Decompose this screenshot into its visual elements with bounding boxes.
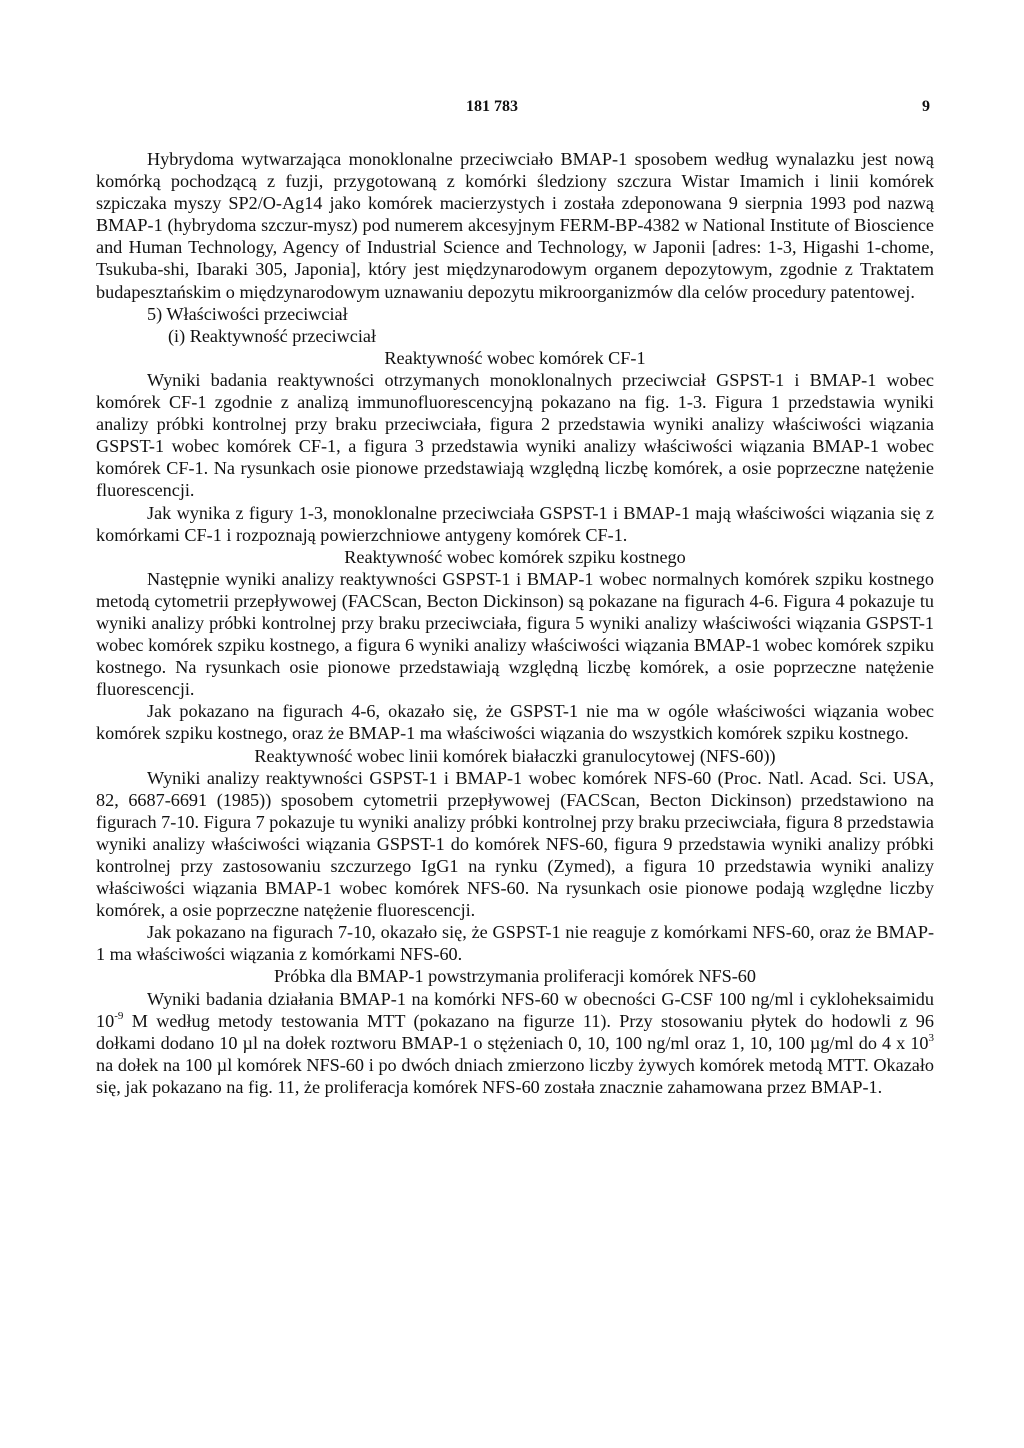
paragraph-bone-marrow-results: Następnie wyniki analizy reaktywności GSPST-1 i BMAP-1 wobec normalnych komórek szpiku kostnego metodą cytometrii przepływowej (FACScan, Becton Dickinson) są pokazane na figurach 4-6. Figura 4 pokazuje tu wyniki analizy próbki kontrolnej przy braku przeciwciała, figura 5 wyniki analizy właściwości wiązania GSPST-1 wobec komórek szpiku kostnego, a figura 6 wyniki analizy właściwości wiązania BMAP-1 wobec komórek szpiku kostnego. Na rysunkach osie pionowe przedstawiają względną liczbę komórek, a osie poprzeczne natężenie fluorescencji. bbox=[96, 568, 934, 700]
section-heading-antibody-properties: 5) Właściwości przeciwciał bbox=[147, 303, 348, 324]
text-segment: na dołek na 100 µl komórek NFS-60 i po dwóch dniach zmierzono liczby żywych komórek metodą MTT. Okazało się, jak pokazano na fig. 11, że proliferacja komórek NFS-60 została znacznie zahamowana przez BMAP-1. bbox=[96, 1054, 934, 1097]
text-segment: M według metody testowania MTT (pokazano na figurze 11). Przy stosowaniu płytek do hodowli z 96 dołkami dodano 10 µl na dołek roztworu BMAP-1 o stężeniach 0, 10, 100 ng/ml oraz 1, 10, 100 µg/ml do 4 x 10 bbox=[96, 1010, 934, 1053]
paragraph-proliferation-results bbox=[96, 988, 934, 1098]
subsection-heading-reactivity: (i) Reaktywność przeciwciał bbox=[168, 325, 377, 346]
heading-proliferation-assay: Próbka dla BMAP-1 powstrzymania proliferacji komórek NFS-60 bbox=[274, 966, 756, 987]
text-segment: Wyniki badania działania BMAP-1 na komórki NFS-60 w obecności G-CSF 100 ng/ml i cykloheksaimidu 10 bbox=[96, 988, 934, 1031]
heading-cf1-reactivity: Reaktywność wobec komórek CF-1 bbox=[384, 347, 646, 368]
paragraph-cf1-conclusion: Jak wynika z figury 1-3, monoklonalne przeciwciała GSPST-1 i BMAP-1 mają właściwości wiązania się z komórkami CF-1 i rozpoznają powierzchniowe antygeny komórek CF-1. bbox=[96, 502, 934, 545]
paragraph-nfs60-conclusion: Jak pokazano na figurach 7-10, okazało się, że GSPST-1 nie reaguje z komórkami NFS-60, oraz że BMAP-1 ma właściwości wiązania z komórkami NFS-60. bbox=[96, 922, 934, 965]
document-number: 181 783 bbox=[466, 98, 518, 115]
paragraph-bone-marrow-conclusion: Jak pokazano na figurach 4-6, okazało się, że GSPST-1 nie ma w ogóle właściwości wiązania wobec komórek szpiku kostnego, oraz że BMAP-1 ma właściwości wiązania do wszystkich komórek szpiku kostnego. bbox=[96, 701, 934, 744]
document-body bbox=[96, 148, 934, 1098]
page-number: 9 bbox=[922, 98, 930, 115]
superscript-exponent: -9 bbox=[114, 1009, 124, 1022]
heading-nfs60-reactivity: Reaktywność wobec linii komórek białaczki granulocytowej (NFS-60)) bbox=[254, 745, 776, 766]
paragraph-hybridoma: Hybrydoma wytwarzająca monoklonalne przeciwciało BMAP-1 sposobem według wynalazku jest nową komórką pochodzącą z fuzji, przygotowaną z komórki śledziony szczura Wistar Imamich i linii komórek szpiczaka myszy SP2/O-Ag14 jako komórek macierzystych i została zdeponowana 9 sierpnia 1993 pod nazwą BMAP-1 (hybrydoma szczur-mysz) pod numerem akcesyjnym FERM-BP-4382 w National Institute of Bioscience and Human Technology, Agency of Industrial Science and Technology, w Japonii [adres: 1-3, Higashi 1-chome, Tsukuba-shi, Ibaraki 305, Japonia], który jest międzynarodowym organem depozytowym, zgodnie z Traktatem budapesztańskim o międzynarodowym uznawaniu depozytu mikroorganizmów dla celów procedury patentowej. bbox=[96, 149, 934, 302]
paragraph-nfs60-results: Wyniki analizy reaktywności GSPST-1 i BMAP-1 wobec komórek NFS-60 (Proc. Natl. Acad. Sci. USA, 82, 6687-6691 (1985)) sposobem cytometrii przepływowej (FACScan, Becton Dickinson) przedstawiono na figurach 7-10. Figura 7 pokazuje tu wyniki analizy próbki kontrolnej przy braku przeciwciała, figura 8 przedstawia wyniki analizy właściwości wiązania GSPST-1 do komórek NFS-60, figura 9 przedstawia wyniki analizy próbki kontrolnej przy zastosowaniu szczurzego IgG1 na rynku (Zymed), a figura 10 przedstawia wyniki analizy właściwości wiązania BMAP-1 wobec komórek NFS-60. Na rysunkach osie pionowe podają względne liczby komórek, a osie poprzeczne natężenie fluorescencji. bbox=[96, 767, 934, 921]
heading-bone-marrow-reactivity: Reaktywność wobec komórek szpiku kostnego bbox=[344, 546, 686, 567]
paragraph-cf1-results: Wyniki badania reaktywności otrzymanych monoklonalnych przeciwciał GSPST-1 i BMAP-1 wobec komórek CF-1 zgodnie z analizą immunofluorescencyjną pokazano na fig. 1-3. Figura 1 przedstawia wyniki analizy próbki kontrolnej przy braku przeciwciała, figura 2 przedstawia wyniki analizy właściwości wiązania GSPST-1 wobec komórek CF-1, a figura 3 przedstawia wyniki analizy właściwości wiązania BMAP-1 wobec komórek CF-1. Na rysunkach osie pionowe przedstawiają względną liczbę komórek, a osie poprzeczne natężenie fluorescencji. bbox=[96, 369, 934, 501]
superscript-exponent: 3 bbox=[928, 1031, 934, 1044]
page-header bbox=[96, 98, 934, 122]
